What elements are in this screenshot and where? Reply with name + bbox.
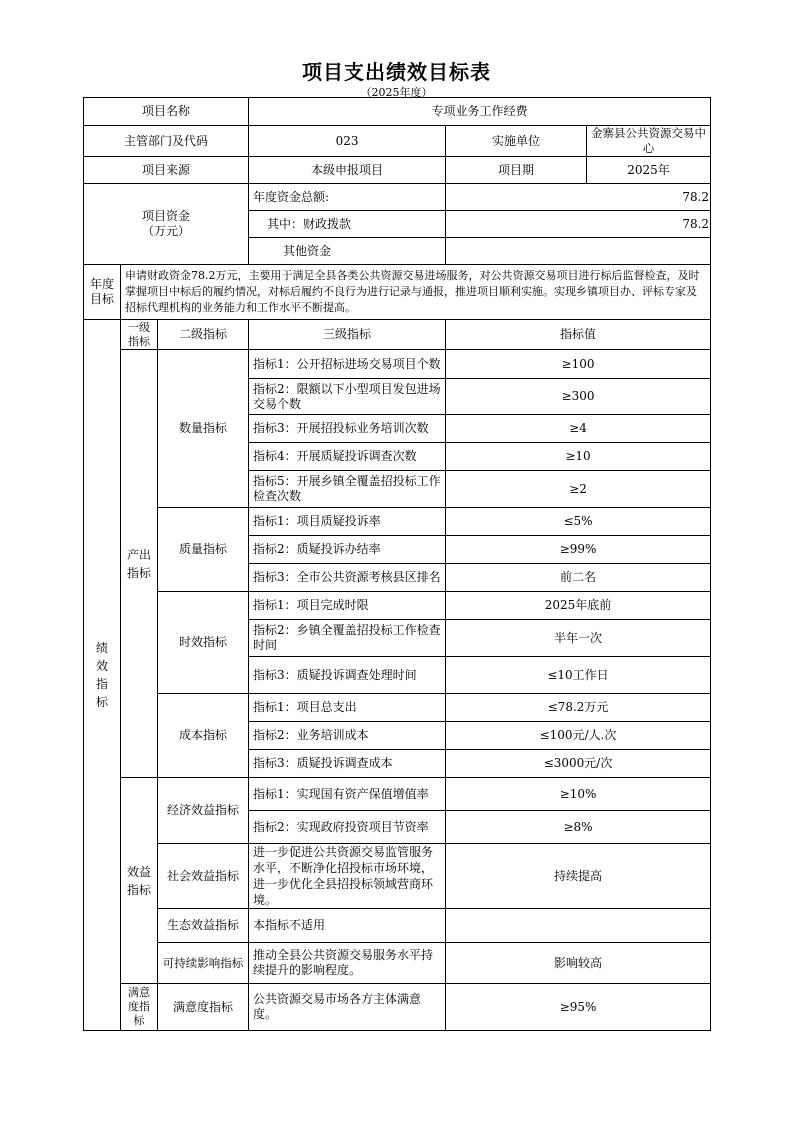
economic-indicators-label: 经济效益指标: [158, 778, 249, 844]
funds-fiscal-label: 其中：财政拨款: [249, 211, 446, 238]
social-value-1: 持续提高: [446, 844, 711, 909]
quality-indicator-3: 指标3：全市公共资源考核县区排名: [249, 564, 446, 592]
ecological-indicators-label: 生态效益指标: [158, 909, 249, 943]
economic-indicator-1: 指标1：实现国有资产保值增值率: [249, 778, 446, 811]
cost-value-2: ≤100元/人.次: [446, 722, 711, 750]
ecological-indicator-1: 本指标不适用: [249, 909, 446, 943]
quantity-value-2: ≥300: [446, 379, 711, 415]
cost-indicator-1: 指标1：项目总支出: [249, 694, 446, 722]
timeliness-value-3: ≤10工作日: [446, 657, 711, 694]
economic-indicator-2: 指标2：实现政府投资项目节资率: [249, 811, 446, 844]
annual-goal-label: [84, 265, 121, 320]
timeliness-indicator-3: 指标3：质疑投诉调查处理时间: [249, 657, 446, 694]
quantity-indicator-3: 指标3：开展招投标业务培训次数: [249, 415, 446, 443]
annual-goal-label-line1: 年度: [89, 277, 114, 291]
col-level1-header: 一级指标: [121, 320, 158, 350]
sustainable-value-1: 影响较高: [446, 943, 711, 984]
funds-total-label: 年度资金总额:: [249, 184, 446, 211]
quantity-indicator-5: 指标5：开展乡镇全覆盖招投标工作检查次数: [249, 471, 446, 508]
quantity-indicator-4: 指标4：开展质疑投诉调查次数: [249, 443, 446, 471]
annual-goal-text: 申请财政资金78.2万元，主要用于满足全县各类公共资源交易进场服务，对公共资源交易项目进行标后监督检查，及时掌握项目中标后的履约情况，对标后履约不良行为进行记录与通报，推进项目顺利实施。实现乡镇项目办、评标专家及招标代理机构的业务能力和工作水平不断提高。: [121, 265, 711, 320]
source-label: 项目来源: [84, 157, 249, 184]
satisfaction-level1-label: 满意度指标: [121, 984, 158, 1031]
quantity-value-4: ≥10: [446, 443, 711, 471]
quality-value-3: 前二名: [446, 564, 711, 592]
cost-value-1: ≤78.2万元: [446, 694, 711, 722]
economic-value-1: ≥10%: [446, 778, 711, 811]
cost-indicator-3: 指标3：质疑投诉调查成本: [249, 750, 446, 778]
quality-indicators-label: 质量指标: [158, 508, 249, 592]
project-name-value: 专项业务工作经费: [249, 98, 711, 126]
sustainable-indicators-label: 可持续影响指标: [158, 943, 249, 984]
impl-unit-label: 实施单位: [446, 126, 587, 157]
satisfaction-value-1: ≥95%: [446, 984, 711, 1031]
dept-label: 主管部门及代码: [84, 126, 249, 157]
satisfaction-indicator-1: 公共资源交易市场各方主体满意度。: [249, 984, 446, 1031]
social-indicators-label: 社会效益指标: [158, 844, 249, 909]
dept-code-value: 023: [249, 126, 446, 157]
cost-value-3: ≤3000元/次: [446, 750, 711, 778]
timeliness-value-2: 半年一次: [446, 620, 711, 657]
page-title: 项目支出绩效目标表: [302, 60, 491, 84]
output-indicators-label: 产出指标: [121, 350, 158, 778]
social-indicator-1: 进一步促进公共资源交易监管服务水平，不断净化招投标市场环境，进一步优化全县招投标领域营商环境。: [249, 844, 446, 909]
quantity-value-3: ≥4: [446, 415, 711, 443]
quantity-indicator-2: 指标2：限额以下小型项目发包进场交易个数: [249, 379, 446, 415]
quantity-value-1: ≥100: [446, 350, 711, 379]
period-value: 2025年: [587, 157, 711, 184]
funds-other-value: [446, 238, 711, 265]
impl-unit-value: 金寨县公共资源交易中心: [587, 126, 711, 157]
satisfaction-indicators-label: 满意度指标: [158, 984, 249, 1031]
sustainable-indicator-1: 推动全县公共资源交易服务水平持续提升的影响程度。: [249, 943, 446, 984]
period-label: 项目期: [446, 157, 587, 184]
quality-indicator-1: 指标1：项目质疑投诉率: [249, 508, 446, 536]
source-value: 本级申报项目: [249, 157, 446, 184]
cost-indicator-2: 指标2：业务培训成本: [249, 722, 446, 750]
quality-value-2: ≥99%: [446, 536, 711, 564]
funds-fiscal-value: 78.2: [446, 211, 711, 238]
quantity-value-5: ≥2: [446, 471, 711, 508]
economic-value-2: ≥8%: [446, 811, 711, 844]
benefit-indicators-label: 效益指标: [121, 778, 158, 984]
project-name-label: 项目名称: [84, 98, 249, 126]
quality-indicator-2: 指标2：质疑投诉办结率: [249, 536, 446, 564]
col-level2-header: 二级指标: [158, 320, 249, 350]
timeliness-indicator-2: 指标2：乡镇全覆盖招投标工作检查时间: [249, 620, 446, 657]
indicators-section-label: 绩效指标: [84, 320, 121, 1031]
quantity-indicator-1: 指标1：公开招标进场交易项目个数: [249, 350, 446, 379]
funds-label-line1: 项目资金: [142, 209, 191, 223]
annual-goal-label-line2: 目标: [89, 292, 114, 306]
cost-indicators-label: 成本指标: [158, 694, 249, 778]
col-value-header: 指标值: [446, 320, 711, 350]
ecological-value-1: [446, 909, 711, 943]
quantity-indicators-label: 数量指标: [158, 350, 249, 508]
timeliness-indicators-label: 时效指标: [158, 592, 249, 694]
col-level3-header: 三级指标: [249, 320, 446, 350]
funds-label: [84, 184, 249, 265]
timeliness-indicator-1: 指标1：项目完成时限: [249, 592, 446, 620]
page-subtitle: （2025年度）: [360, 86, 433, 99]
performance-goal-table: [83, 97, 711, 1031]
quality-value-1: ≤5%: [446, 508, 711, 536]
funds-other-label: 其他资金: [249, 238, 446, 265]
funds-label-line2: （万元）: [142, 224, 191, 238]
funds-total-value: 78.2: [446, 184, 711, 211]
timeliness-value-1: 2025年底前: [446, 592, 711, 620]
